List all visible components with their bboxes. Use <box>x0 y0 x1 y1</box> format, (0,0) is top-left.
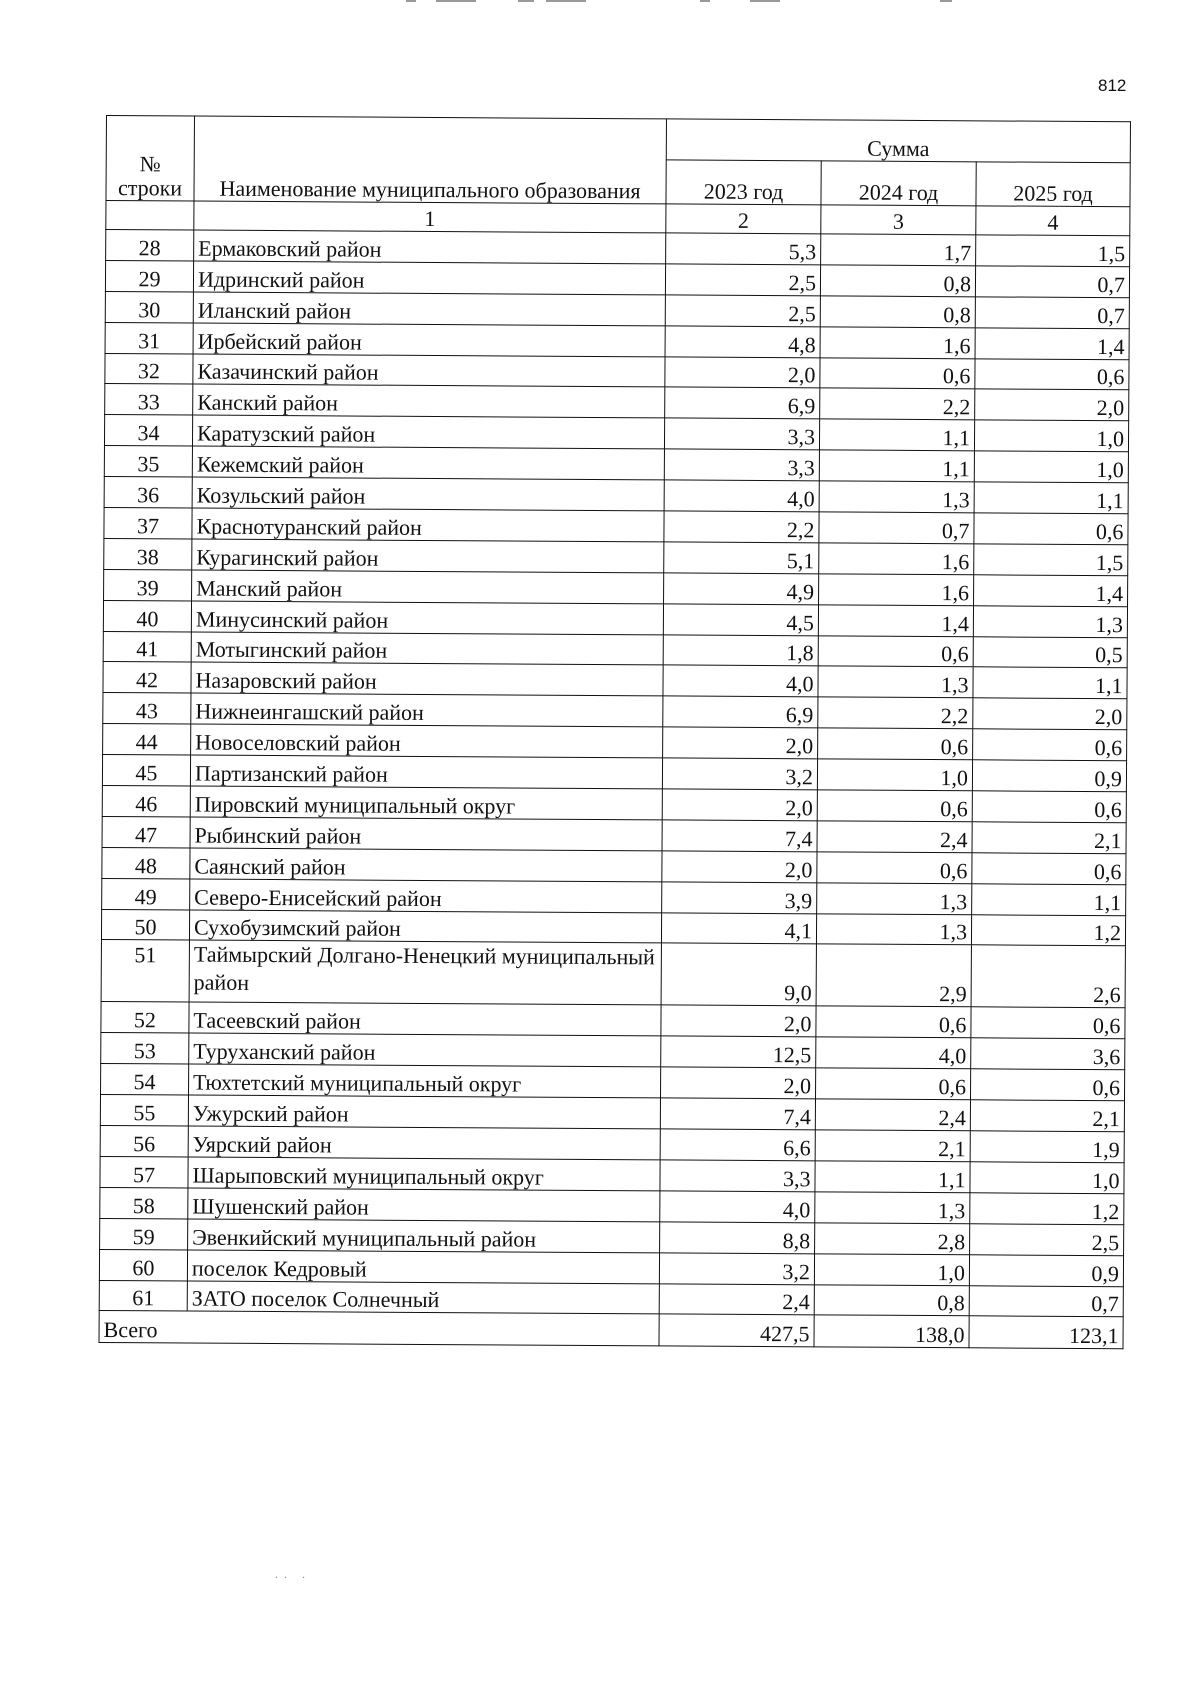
value-2024: 0,6 <box>816 1006 971 1038</box>
municipality-name: Уярский район <box>188 1126 660 1160</box>
value-2025: 0,6 <box>974 513 1128 545</box>
municipality-name: Таймырский Долгано-Ненецкий муниципальный район <box>189 941 661 1006</box>
value-2024: 1,1 <box>819 450 974 482</box>
row-number: 40 <box>103 600 191 631</box>
value-2024: 0,6 <box>817 790 972 822</box>
row-number: 59 <box>100 1218 188 1249</box>
row-number: 32 <box>105 353 193 384</box>
value-2023: 9,0 <box>661 943 816 1006</box>
row-number: 30 <box>105 291 193 322</box>
value-2025: 2,1 <box>972 822 1126 854</box>
value-2024: 1,3 <box>815 1192 970 1224</box>
municipality-name: Манский район <box>192 570 664 604</box>
municipality-name: Новоселовский район <box>191 724 663 758</box>
municipal-sum-table <box>98 115 1130 1350</box>
value-2023: 3,3 <box>664 449 819 481</box>
value-2025: 2,6 <box>971 945 1125 1008</box>
total-row <box>99 1311 1123 1349</box>
value-2024: 1,7 <box>821 234 976 266</box>
value-2024: 0,7 <box>819 512 974 544</box>
value-2025: 2,0 <box>975 389 1129 421</box>
value-2023: 4,0 <box>664 480 819 512</box>
value-2023: 2,2 <box>664 511 819 543</box>
value-2024: 1,6 <box>819 543 974 575</box>
value-2024: 4,0 <box>816 1037 971 1069</box>
value-2023: 5,1 <box>664 542 819 574</box>
row-number: 33 <box>105 384 193 415</box>
value-2025: 1,5 <box>974 544 1128 576</box>
row-number: 43 <box>103 693 191 724</box>
municipality-name: Канский район <box>193 384 665 418</box>
header-row-number: № строки <box>106 116 195 202</box>
value-2024: 0,6 <box>818 635 973 667</box>
value-2025: 2,1 <box>970 1100 1124 1132</box>
value-2023: 2,4 <box>659 1283 814 1315</box>
value-2025: 1,1 <box>974 482 1128 514</box>
row-number: 53 <box>101 1033 189 1064</box>
value-2025: 1,5 <box>976 235 1130 267</box>
municipality-name: Туруханский район <box>189 1033 661 1067</box>
value-2025: 1,0 <box>970 1162 1124 1194</box>
municipality-name: Партизанский район <box>190 755 662 789</box>
value-2025: 1,0 <box>974 420 1128 452</box>
value-2025: 0,6 <box>972 791 1126 823</box>
municipality-name: Идринский район <box>193 261 665 295</box>
value-2024: 1,6 <box>820 327 975 359</box>
value-2023: 6,9 <box>663 696 818 728</box>
value-2025: 1,3 <box>973 605 1127 637</box>
table-row <box>101 940 1125 1008</box>
value-2023: 4,9 <box>664 573 819 605</box>
municipality-name: Курагинский район <box>192 539 664 573</box>
value-2023: 7,4 <box>662 820 817 852</box>
value-2023: 2,0 <box>661 1067 816 1099</box>
row-number: 41 <box>103 631 191 662</box>
value-2025: 0,6 <box>972 853 1126 885</box>
row-number: 28 <box>106 230 194 261</box>
column-number: 3 <box>821 205 976 235</box>
value-2023: 6,6 <box>660 1129 815 1161</box>
row-number: 54 <box>101 1064 189 1095</box>
value-2023: 2,0 <box>665 356 820 388</box>
row-number: 55 <box>100 1095 188 1126</box>
value-2023: 1,8 <box>663 634 818 666</box>
row-number: 39 <box>104 569 192 600</box>
row-number: 44 <box>103 724 191 755</box>
value-2025: 1,2 <box>970 1193 1124 1225</box>
value-2025: 0,7 <box>969 1285 1123 1317</box>
municipality-name: Краснотуранский район <box>192 508 664 542</box>
value-2025: 2,0 <box>973 698 1127 730</box>
page-number: 812 <box>1098 76 1127 95</box>
row-number: 31 <box>105 322 193 353</box>
value-2024: 1,3 <box>817 883 972 915</box>
row-number: 50 <box>101 909 189 940</box>
value-2023: 4,0 <box>660 1191 815 1223</box>
municipality-name: Минусинский район <box>191 601 663 635</box>
value-2024: 1,4 <box>818 605 973 637</box>
value-2023: 3,3 <box>664 418 819 450</box>
scan-artifact-marks <box>400 0 960 4</box>
header-municipality-name: Наименование муниципального образования <box>194 116 667 204</box>
value-2024: 0,6 <box>820 357 975 389</box>
value-2025: 1,1 <box>972 884 1126 916</box>
value-2023: 3,2 <box>662 758 817 790</box>
value-2025: 1,4 <box>974 575 1128 607</box>
municipality-name: Мотыгинский район <box>191 632 663 666</box>
header-sum: Сумма <box>666 119 1130 163</box>
municipality-name: Тасеевский район <box>189 1003 661 1037</box>
row-number: 57 <box>100 1156 188 1187</box>
municipality-name: поселок Кедровый <box>187 1250 659 1284</box>
municipality-name: Шушенский район <box>188 1188 660 1222</box>
row-number: 58 <box>100 1187 188 1218</box>
column-number-blank <box>106 201 194 231</box>
municipality-name: Тюхтетский муниципальный округ <box>189 1064 661 1098</box>
row-number: 37 <box>104 508 192 539</box>
municipality-name: Пировский муниципальный округ <box>190 786 662 820</box>
value-2024: 2,2 <box>820 388 975 420</box>
value-2024: 2,1 <box>815 1130 970 1162</box>
value-2024: 2,2 <box>818 697 973 729</box>
value-2023: 2,0 <box>662 789 817 821</box>
scan-artifact-dots: .. . <box>275 1567 311 1581</box>
municipality-name: Ирбейский район <box>193 323 665 357</box>
row-number: 48 <box>102 847 190 878</box>
value-2025: 0,6 <box>973 729 1127 761</box>
value-2025: 0,9 <box>972 760 1126 792</box>
value-2023: 5,3 <box>666 233 821 265</box>
value-2025: 0,7 <box>975 266 1129 298</box>
value-2023: 6,9 <box>665 387 820 419</box>
value-2024: 1,0 <box>814 1253 969 1285</box>
header-year-2025: 2025 год <box>976 162 1130 207</box>
value-2024: 1,1 <box>815 1161 970 1193</box>
value-2024: 2,4 <box>817 821 972 853</box>
table-body <box>99 230 1130 1318</box>
municipality-name: Назаровский район <box>191 662 663 696</box>
value-2025: 0,5 <box>973 636 1127 668</box>
value-2023: 3,3 <box>660 1160 815 1192</box>
municipality-name: ЗАТО поселок Солнечный <box>187 1281 659 1315</box>
value-2023: 4,8 <box>665 326 820 358</box>
value-2024: 1,3 <box>818 666 973 698</box>
row-number: 49 <box>102 878 190 909</box>
value-2024: 0,8 <box>820 296 975 328</box>
row-number: 51 <box>101 940 189 1003</box>
municipality-name: Сухобузимский район <box>189 910 661 944</box>
total-value-2025: 123,1 <box>969 1316 1123 1349</box>
value-2025: 1,9 <box>970 1131 1124 1163</box>
value-2024: 0,6 <box>817 852 972 884</box>
row-number: 36 <box>104 477 192 508</box>
value-2024: 0,6 <box>818 728 973 760</box>
municipality-name: Ермаковский район <box>194 230 666 264</box>
value-2025: 1,1 <box>973 667 1127 699</box>
value-2024: 2,9 <box>816 944 971 1007</box>
value-2023: 2,0 <box>662 851 817 883</box>
value-2025: 0,6 <box>975 358 1129 390</box>
municipality-name: Кежемский район <box>192 446 664 480</box>
value-2024: 0,8 <box>814 1284 969 1316</box>
value-2025: 2,5 <box>970 1224 1124 1256</box>
value-2025: 1,4 <box>975 327 1129 359</box>
header-year-2024: 2024 год <box>821 161 976 206</box>
municipality-name: Ужурский район <box>188 1095 660 1129</box>
row-number: 52 <box>101 1002 189 1033</box>
municipality-name: Иланский район <box>193 292 665 326</box>
municipality-name: Рыбинский район <box>190 817 662 851</box>
total-label: Всего <box>99 1311 659 1346</box>
value-2023: 4,0 <box>663 665 818 697</box>
municipality-name: Эвенкийский муниципальный район <box>188 1219 660 1253</box>
row-number: 42 <box>103 662 191 693</box>
value-2023: 3,2 <box>659 1253 814 1285</box>
value-2025: 0,9 <box>969 1254 1123 1286</box>
value-2023: 2,5 <box>665 295 820 327</box>
value-2025: 0,6 <box>971 1007 1125 1039</box>
value-2023: 4,1 <box>661 913 816 945</box>
value-2023: 2,0 <box>661 1005 816 1037</box>
value-2025: 1,2 <box>971 914 1125 946</box>
value-2023: 3,9 <box>662 882 817 914</box>
value-2023: 8,8 <box>660 1222 815 1254</box>
municipality-name: Казачинский район <box>193 354 665 388</box>
value-2025: 0,7 <box>975 297 1129 329</box>
value-2024: 1,3 <box>816 913 971 945</box>
value-2023: 12,5 <box>661 1036 816 1068</box>
row-number: 38 <box>104 538 192 569</box>
column-number: 4 <box>976 206 1130 236</box>
value-2024: 2,8 <box>815 1223 970 1255</box>
value-2024: 1,3 <box>819 481 974 513</box>
value-2023: 2,0 <box>663 727 818 759</box>
value-2023: 7,4 <box>660 1098 815 1130</box>
municipality-name: Каратузский район <box>192 415 664 449</box>
row-number: 47 <box>102 816 190 847</box>
municipality-name: Шарыповский муниципальный округ <box>188 1157 660 1191</box>
value-2025: 1,0 <box>974 451 1128 483</box>
value-2024: 2,4 <box>815 1099 970 1131</box>
municipality-name: Северо-Енисейский район <box>190 879 662 913</box>
column-number: 1 <box>194 201 666 233</box>
value-2023: 2,5 <box>665 264 820 296</box>
value-2024: 0,6 <box>816 1068 971 1100</box>
total-value-2024: 138,0 <box>814 1315 969 1348</box>
municipality-name: Саянский район <box>190 848 662 882</box>
row-number: 35 <box>104 446 192 477</box>
row-number: 34 <box>104 415 192 446</box>
value-2024: 1,1 <box>819 419 974 451</box>
municipality-name: Козульский район <box>192 477 664 511</box>
municipality-name: Нижнеингашский район <box>191 693 663 727</box>
value-2025: 3,6 <box>971 1038 1125 1070</box>
row-number: 56 <box>100 1126 188 1157</box>
row-number: 60 <box>99 1249 187 1280</box>
value-2024: 1,6 <box>819 574 974 606</box>
row-number: 29 <box>105 260 193 291</box>
column-number: 2 <box>666 204 821 234</box>
value-2024: 0,8 <box>820 265 975 297</box>
value-2023: 4,5 <box>663 604 818 636</box>
row-number: 45 <box>102 755 190 786</box>
value-2024: 1,0 <box>817 759 972 791</box>
value-2025: 0,6 <box>970 1069 1124 1101</box>
row-number: 61 <box>99 1280 187 1311</box>
row-number: 46 <box>102 786 190 817</box>
total-value-2023: 427,5 <box>659 1314 814 1347</box>
header-year-2023: 2023 год <box>666 160 821 205</box>
